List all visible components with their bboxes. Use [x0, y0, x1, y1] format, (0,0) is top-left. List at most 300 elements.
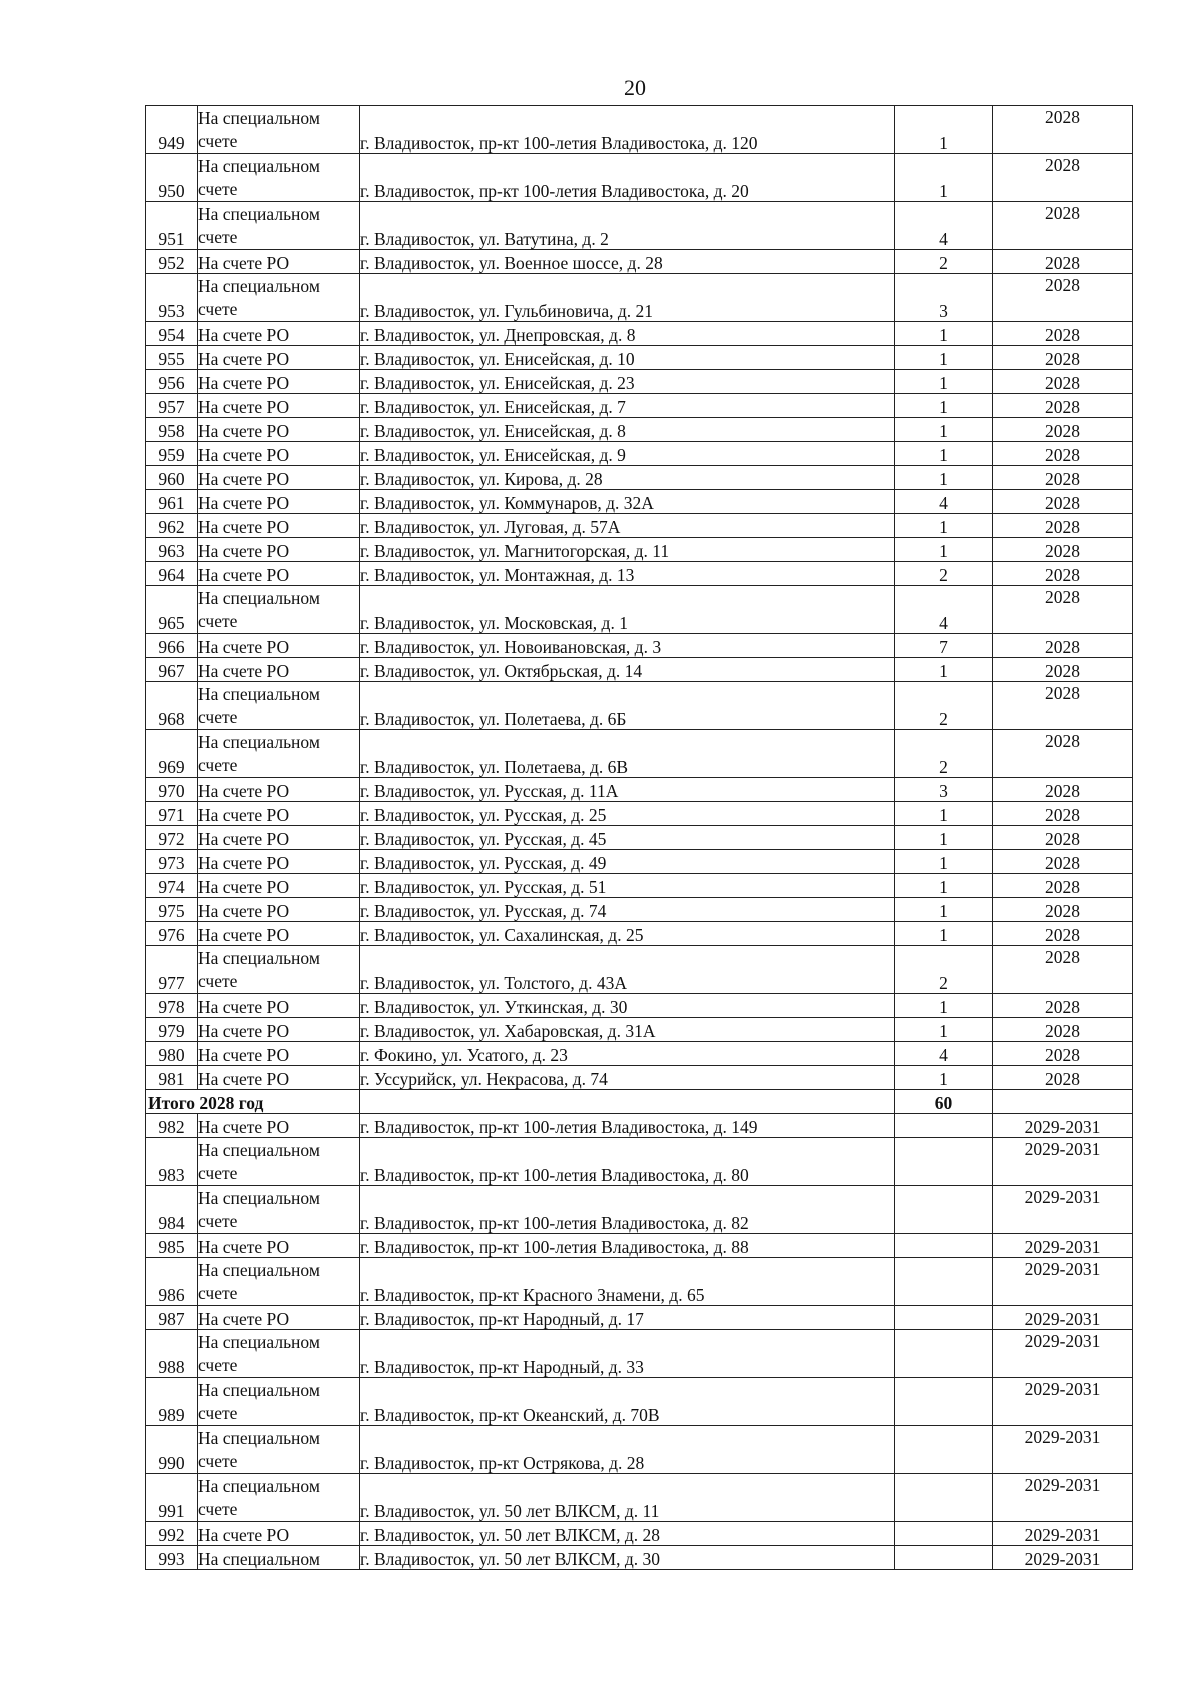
row-number: 966	[146, 634, 198, 658]
row-number: 988	[146, 1330, 198, 1378]
address: г. Владивосток, ул. Енисейская, д. 8	[360, 418, 895, 442]
count: 1	[895, 802, 993, 826]
account-type: На счете РО	[198, 1042, 360, 1066]
row-number: 967	[146, 658, 198, 682]
account-type	[198, 202, 360, 250]
repair-year: 2028	[993, 466, 1133, 490]
count: 1	[895, 1066, 993, 1090]
table-row	[146, 1186, 1133, 1234]
count: 1	[895, 322, 993, 346]
row-number: 985	[146, 1234, 198, 1258]
row-number: 965	[146, 586, 198, 634]
count	[895, 1234, 993, 1258]
total-year-cell	[993, 1090, 1133, 1114]
table-row	[146, 538, 1133, 562]
row-number: 964	[146, 562, 198, 586]
account-type-line-2: счете	[198, 1355, 238, 1375]
row-number: 972	[146, 826, 198, 850]
count: 1	[895, 874, 993, 898]
row-number: 989	[146, 1378, 198, 1426]
address: г. Владивосток, ул. Гульбиновича, д. 21	[360, 274, 895, 322]
count: 2	[895, 562, 993, 586]
address: г. Владивосток, ул. 50 лет ВЛКСМ, д. 11	[360, 1474, 895, 1522]
account-type: На счете РО	[198, 1522, 360, 1546]
repair-year: 2028	[993, 802, 1133, 826]
table-row	[146, 442, 1133, 466]
repair-year: 2029-2031	[993, 1546, 1133, 1570]
table-row	[146, 994, 1133, 1018]
row-number: 953	[146, 274, 198, 322]
account-type-line-1: На специальном	[198, 948, 320, 968]
row-number: 960	[146, 466, 198, 490]
repair-year: 2028	[993, 874, 1133, 898]
address: г. Владивосток, пр-кт Народный, д. 17	[360, 1306, 895, 1330]
repair-year: 2028	[993, 778, 1133, 802]
repair-year: 2028	[993, 1042, 1133, 1066]
count: 2	[895, 946, 993, 994]
account-type: На счете РО	[198, 562, 360, 586]
count: 1	[895, 106, 993, 154]
table-row	[146, 1042, 1133, 1066]
count: 1	[895, 370, 993, 394]
repair-year: 2028	[993, 562, 1133, 586]
address: г. Владивосток, ул. Октябрьская, д. 14	[360, 658, 895, 682]
table-row	[146, 346, 1133, 370]
row-number: 969	[146, 730, 198, 778]
count	[895, 1378, 993, 1426]
account-type	[198, 154, 360, 202]
account-type-line-1: На специальном	[198, 1332, 320, 1352]
table-row	[146, 370, 1133, 394]
repair-year: 2029-2031	[993, 1474, 1133, 1522]
account-type: На счете РО	[198, 442, 360, 466]
repair-year: 2029-2031	[993, 1186, 1133, 1234]
table-row	[146, 1378, 1133, 1426]
table-row	[146, 586, 1133, 634]
count	[895, 1546, 993, 1570]
table-row	[146, 106, 1133, 154]
address: г. Владивосток, пр-кт 100-летия Владивостока, д. 82	[360, 1186, 895, 1234]
repair-year: 2028	[993, 538, 1133, 562]
account-type-line-1: На специальном	[198, 204, 320, 224]
table-row	[146, 826, 1133, 850]
table-row	[146, 1306, 1133, 1330]
row-number: 993	[146, 1546, 198, 1570]
account-type: На счете РО	[198, 874, 360, 898]
repair-year: 2028	[993, 202, 1133, 250]
count	[895, 1114, 993, 1138]
row-number: 959	[146, 442, 198, 466]
count: 2	[895, 682, 993, 730]
account-type-line-1: На специальном	[198, 1476, 320, 1496]
row-number: 963	[146, 538, 198, 562]
account-type-line-1: На специальном	[198, 1428, 320, 1448]
count: 1	[895, 346, 993, 370]
account-type-line-2: счете	[198, 227, 238, 247]
address: г. Уссурийск, ул. Некрасова, д. 74	[360, 1066, 895, 1090]
repair-year: 2029-2031	[993, 1330, 1133, 1378]
row-number: 958	[146, 418, 198, 442]
repair-year: 2028	[993, 346, 1133, 370]
table-row	[146, 490, 1133, 514]
row-number: 951	[146, 202, 198, 250]
account-type	[198, 1258, 360, 1306]
count	[895, 1330, 993, 1378]
repair-year: 2028	[993, 106, 1133, 154]
repair-year: 2028	[993, 658, 1133, 682]
account-type: На счете РО	[198, 418, 360, 442]
repair-year: 2029-2031	[993, 1258, 1133, 1306]
count	[895, 1186, 993, 1234]
row-number: 975	[146, 898, 198, 922]
address: г. Владивосток, пр-кт Красного Знамени, д. 65	[360, 1258, 895, 1306]
account-type: На счете РО	[198, 778, 360, 802]
account-type-line-2: счете	[198, 1403, 238, 1423]
row-number: 977	[146, 946, 198, 994]
housing-register-table	[145, 105, 1133, 1570]
repair-year: 2028	[993, 418, 1133, 442]
table-row	[146, 874, 1133, 898]
count	[895, 1138, 993, 1186]
address: г. Фокино, ул. Усатого, д. 23	[360, 1042, 895, 1066]
table-row	[146, 466, 1133, 490]
table-row	[146, 394, 1133, 418]
address: г. Владивосток, пр-кт 100-летия Владивостока, д. 80	[360, 1138, 895, 1186]
count	[895, 1474, 993, 1522]
table-row	[146, 274, 1133, 322]
address: г. Владивосток, пр-кт 100-летия Владивостока, д. 20	[360, 154, 895, 202]
account-type-line-1: На специальном	[198, 732, 320, 752]
address: г. Владивосток, пр-кт 100-летия Владивостока, д. 120	[360, 106, 895, 154]
count	[895, 1426, 993, 1474]
total-row	[146, 1090, 1133, 1114]
repair-year: 2028	[993, 394, 1133, 418]
account-type: На счете РО	[198, 394, 360, 418]
count: 1	[895, 994, 993, 1018]
address: г. Владивосток, ул. Русская, д. 25	[360, 802, 895, 826]
table-row	[146, 850, 1133, 874]
table-row	[146, 1474, 1133, 1522]
address: г. Владивосток, ул. Русская, д. 49	[360, 850, 895, 874]
row-number: 957	[146, 394, 198, 418]
account-type-line-2: счете	[198, 755, 238, 775]
address: г. Владивосток, ул. Русская, д. 11А	[360, 778, 895, 802]
account-type	[198, 946, 360, 994]
table-row	[146, 730, 1133, 778]
account-type	[198, 586, 360, 634]
address: г. Владивосток, пр-кт Океанский, д. 70В	[360, 1378, 895, 1426]
table-row	[146, 1258, 1133, 1306]
count: 4	[895, 490, 993, 514]
account-type: На счете РО	[198, 1234, 360, 1258]
address: г. Владивосток, пр-кт Народный, д. 33	[360, 1330, 895, 1378]
account-type: На счете РО	[198, 250, 360, 274]
account-type-line-1: На специальном	[198, 1260, 320, 1280]
address: г. Владивосток, ул. Енисейская, д. 7	[360, 394, 895, 418]
account-type	[198, 1138, 360, 1186]
repair-year: 2028	[993, 1066, 1133, 1090]
address: г. Владивосток, ул. Ватутина, д. 2	[360, 202, 895, 250]
count: 4	[895, 586, 993, 634]
address: г. Владивосток, ул. 50 лет ВЛКСМ, д. 28	[360, 1522, 895, 1546]
address: г. Владивосток, ул. Енисейская, д. 9	[360, 442, 895, 466]
account-type	[198, 274, 360, 322]
count	[895, 1306, 993, 1330]
table-row	[146, 1138, 1133, 1186]
account-type: На счете РО	[198, 1306, 360, 1330]
table-row	[146, 514, 1133, 538]
table-body	[146, 106, 1133, 1570]
count: 1	[895, 898, 993, 922]
row-number: 981	[146, 1066, 198, 1090]
account-type-line-2: счете	[198, 1451, 238, 1471]
repair-year: 2028	[993, 922, 1133, 946]
page-number: 20	[624, 75, 646, 100]
repair-year: 2029-2031	[993, 1234, 1133, 1258]
account-type: На счете РО	[198, 826, 360, 850]
row-number: 976	[146, 922, 198, 946]
account-type: На счете РО	[198, 538, 360, 562]
address: г. Владивосток, ул. Новоивановская, д. 3	[360, 634, 895, 658]
count: 1	[895, 1018, 993, 1042]
repair-year: 2028	[993, 898, 1133, 922]
count: 1	[895, 154, 993, 202]
address: г. Владивосток, ул. Уткинская, д. 30	[360, 994, 895, 1018]
repair-year: 2029-2031	[993, 1522, 1133, 1546]
count: 1	[895, 922, 993, 946]
account-type-line-1: На специальном	[198, 1380, 320, 1400]
account-type-line-2: счете	[198, 1283, 238, 1303]
account-type: На счете РО	[198, 802, 360, 826]
account-type: На счете РО	[198, 466, 360, 490]
table-row	[146, 1066, 1133, 1090]
repair-year: 2028	[993, 850, 1133, 874]
repair-year: 2028	[993, 730, 1133, 778]
account-type: На счете РО	[198, 1018, 360, 1042]
address: г. Владивосток, ул. Луговая, д. 57А	[360, 514, 895, 538]
address: г. Владивосток, ул. 50 лет ВЛКСМ, д. 30	[360, 1546, 895, 1570]
table-row	[146, 922, 1133, 946]
row-number: 962	[146, 514, 198, 538]
row-number: 990	[146, 1426, 198, 1474]
row-number: 982	[146, 1114, 198, 1138]
account-type-line-2: счете	[198, 299, 238, 319]
account-type-line-2: счете	[198, 131, 238, 151]
count	[895, 1258, 993, 1306]
address: г. Владивосток, ул. Енисейская, д. 10	[360, 346, 895, 370]
account-type: На счете РО	[198, 322, 360, 346]
count: 4	[895, 1042, 993, 1066]
table-row	[146, 1426, 1133, 1474]
row-number: 980	[146, 1042, 198, 1066]
account-type: На счете РО	[198, 1114, 360, 1138]
row-number: 952	[146, 250, 198, 274]
account-type: На специальном	[198, 1546, 360, 1570]
repair-year: 2029-2031	[993, 1306, 1133, 1330]
row-number: 974	[146, 874, 198, 898]
address: г. Владивосток, ул. Магнитогорская, д. 11	[360, 538, 895, 562]
repair-year: 2029-2031	[993, 1426, 1133, 1474]
count: 1	[895, 442, 993, 466]
account-type-line-2: счете	[198, 1499, 238, 1519]
table-row	[146, 202, 1133, 250]
repair-year: 2028	[993, 586, 1133, 634]
row-number: 979	[146, 1018, 198, 1042]
account-type-line-2: счете	[198, 971, 238, 991]
table-row	[146, 322, 1133, 346]
account-type	[198, 106, 360, 154]
repair-year: 2028	[993, 154, 1133, 202]
account-type	[198, 1474, 360, 1522]
repair-year: 2028	[993, 1018, 1133, 1042]
row-number: 970	[146, 778, 198, 802]
account-type: На счете РО	[198, 850, 360, 874]
table-row	[146, 778, 1133, 802]
address: г. Владивосток, ул. Военное шоссе, д. 28	[360, 250, 895, 274]
row-number: 992	[146, 1522, 198, 1546]
account-type-line-1: На специальном	[198, 156, 320, 176]
account-type: На счете РО	[198, 490, 360, 514]
count: 3	[895, 778, 993, 802]
account-type-line-1: На специальном	[198, 108, 320, 128]
repair-year: 2028	[993, 490, 1133, 514]
repair-year: 2029-2031	[993, 1138, 1133, 1186]
address: г. Владивосток, ул. Русская, д. 45	[360, 826, 895, 850]
account-type: На счете РО	[198, 898, 360, 922]
total-count: 60	[895, 1090, 993, 1114]
table-row	[146, 250, 1133, 274]
row-number: 986	[146, 1258, 198, 1306]
repair-year: 2028	[993, 634, 1133, 658]
account-type-line-2: счете	[198, 1211, 238, 1231]
account-type: На счете РО	[198, 658, 360, 682]
account-type-line-2: счете	[198, 1163, 238, 1183]
count: 2	[895, 730, 993, 778]
repair-year: 2028	[993, 826, 1133, 850]
account-type: На счете РО	[198, 994, 360, 1018]
table-row	[146, 154, 1133, 202]
repair-year: 2028	[993, 514, 1133, 538]
repair-year: 2028	[993, 946, 1133, 994]
row-number: 954	[146, 322, 198, 346]
address: г. Владивосток, пр-кт 100-летия Владивостока, д. 149	[360, 1114, 895, 1138]
account-type: На счете РО	[198, 370, 360, 394]
repair-year: 2028	[993, 682, 1133, 730]
row-number: 984	[146, 1186, 198, 1234]
address: г. Владивосток, пр-кт Острякова, д. 28	[360, 1426, 895, 1474]
table-row	[146, 658, 1133, 682]
row-number: 955	[146, 346, 198, 370]
repair-year: 2029-2031	[993, 1378, 1133, 1426]
total-address-cell	[360, 1090, 895, 1114]
address: г. Владивосток, ул. Русская, д. 74	[360, 898, 895, 922]
table-row	[146, 1018, 1133, 1042]
account-type-line-2: счете	[198, 707, 238, 727]
account-type-line-1: На специальном	[198, 1140, 320, 1160]
table-row	[146, 802, 1133, 826]
count: 4	[895, 202, 993, 250]
table-row	[146, 682, 1133, 730]
count: 1	[895, 538, 993, 562]
account-type-line-1: На специальном	[198, 588, 320, 608]
row-number: 949	[146, 106, 198, 154]
row-number: 978	[146, 994, 198, 1018]
row-number: 956	[146, 370, 198, 394]
repair-year: 2028	[993, 994, 1133, 1018]
table-row	[146, 1330, 1133, 1378]
repair-year: 2028	[993, 322, 1133, 346]
table-row	[146, 562, 1133, 586]
count: 1	[895, 466, 993, 490]
address: г. Владивосток, ул. Московская, д. 1	[360, 586, 895, 634]
table-row	[146, 1546, 1133, 1570]
address: г. Владивосток, ул. Хабаровская, д. 31А	[360, 1018, 895, 1042]
row-number: 983	[146, 1138, 198, 1186]
account-type	[198, 1426, 360, 1474]
table-row	[146, 1114, 1133, 1138]
address: г. Владивосток, ул. Полетаева, д. 6Б	[360, 682, 895, 730]
address: г. Владивосток, ул. Полетаева, д. 6В	[360, 730, 895, 778]
row-number: 987	[146, 1306, 198, 1330]
account-type-line-2: счете	[198, 611, 238, 631]
row-number: 968	[146, 682, 198, 730]
count: 7	[895, 634, 993, 658]
count: 1	[895, 514, 993, 538]
table-row	[146, 634, 1133, 658]
repair-year: 2028	[993, 250, 1133, 274]
total-label: Итого 2028 год	[146, 1090, 360, 1114]
account-type: На счете РО	[198, 514, 360, 538]
address: г. Владивосток, ул. Днепровская, д. 8	[360, 322, 895, 346]
account-type	[198, 682, 360, 730]
account-type-line-1: На специальном	[198, 1188, 320, 1208]
repair-year: 2028	[993, 274, 1133, 322]
table-row	[146, 1234, 1133, 1258]
account-type	[198, 730, 360, 778]
count	[895, 1522, 993, 1546]
row-number: 950	[146, 154, 198, 202]
row-number: 991	[146, 1474, 198, 1522]
row-number: 961	[146, 490, 198, 514]
table-row	[146, 898, 1133, 922]
account-type: На счете РО	[198, 346, 360, 370]
address: г. Владивосток, ул. Монтажная, д. 13	[360, 562, 895, 586]
repair-year: 2029-2031	[993, 1114, 1133, 1138]
account-type: На счете РО	[198, 1066, 360, 1090]
table-row	[146, 418, 1133, 442]
count: 1	[895, 658, 993, 682]
table-row	[146, 946, 1133, 994]
address: г. Владивосток, пр-кт 100-летия Владивостока, д. 88	[360, 1234, 895, 1258]
count: 1	[895, 826, 993, 850]
account-type: На счете РО	[198, 634, 360, 658]
account-type-line-1: На специальном	[198, 276, 320, 296]
count: 3	[895, 274, 993, 322]
account-type	[198, 1378, 360, 1426]
address: г. Владивосток, ул. Кирова, д. 28	[360, 466, 895, 490]
account-type-line-2: счете	[198, 179, 238, 199]
count: 2	[895, 250, 993, 274]
account-type-line-1: На специальном	[198, 684, 320, 704]
count: 1	[895, 418, 993, 442]
account-type: На счете РО	[198, 922, 360, 946]
address: г. Владивосток, ул. Енисейская, д. 23	[360, 370, 895, 394]
address: г. Владивосток, ул. Коммунаров, д. 32А	[360, 490, 895, 514]
address: г. Владивосток, ул. Сахалинская, д. 25	[360, 922, 895, 946]
repair-year: 2028	[993, 370, 1133, 394]
count: 1	[895, 394, 993, 418]
row-number: 971	[146, 802, 198, 826]
